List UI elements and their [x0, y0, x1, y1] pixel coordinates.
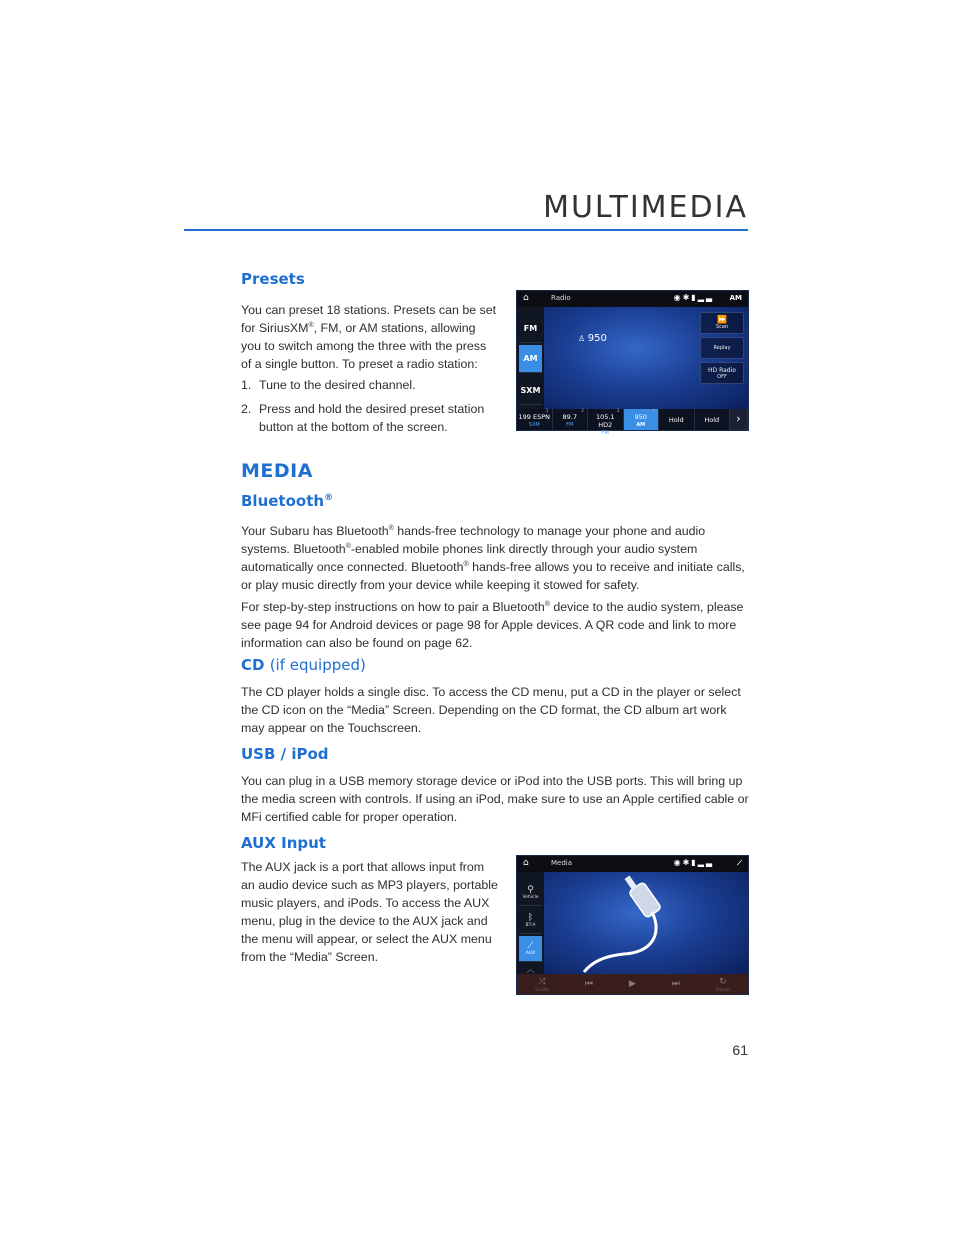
aux-plug-icon: ⟋	[737, 859, 742, 867]
preset-button[interactable]	[553, 409, 589, 430]
current-band: AM	[729, 294, 742, 302]
aux-plug-icon: ⟋	[527, 941, 534, 951]
bluetooth-heading-text: Bluetooth	[241, 492, 325, 510]
replay-label: Replay	[713, 345, 731, 351]
favorite-icon: ♙	[578, 334, 588, 343]
frequency-value: 950	[587, 333, 607, 344]
aux-line: an audio device such as MP3 players, portable	[241, 878, 498, 892]
registered-mark: ®	[308, 321, 314, 329]
text-run: device to the audio system, please see page 94 for Android devices or page 98 for Apple devices. A QR code and link to more information can also be found on page 62.	[241, 600, 744, 650]
play-icon: ▶	[628, 979, 636, 989]
band-selector	[517, 307, 544, 411]
preset-band: AM	[636, 422, 646, 428]
hd-radio-status: OFF	[717, 373, 727, 380]
text-run: -enabled mobile phones link directly through your audio system automatically once connected. Bluetooth	[241, 542, 698, 574]
bluetooth-paragraph-1	[241, 522, 749, 594]
source-label: BT-A	[525, 923, 536, 928]
presets-line-3: you to switch among the three with the press	[241, 339, 487, 353]
shuffle-button[interactable]	[535, 977, 549, 992]
home-icon: ⌂	[523, 858, 529, 868]
control-label: Shuffle	[534, 986, 549, 992]
preset-label: 950	[634, 413, 647, 421]
header-rule	[184, 229, 748, 231]
media-title: Media	[551, 859, 573, 867]
aux-line: music players, and iPods. To access the AUX	[241, 896, 490, 910]
preset-label: Hold	[704, 416, 720, 424]
registered-mark: ®	[324, 493, 334, 503]
playback-controls	[517, 974, 748, 994]
step-number: 2.	[241, 402, 252, 416]
preset-number: 1	[545, 409, 549, 414]
presets-steps	[241, 376, 501, 442]
cd-paragraph: The CD player holds a single disc. To access the CD menu, put a CD in the player or select the CD icon on the “Media” Screen. Depending on the CD format, the CD album art work may appear on the Touchscreen.	[241, 685, 741, 735]
presets-line-2a: for SiriusXM	[241, 321, 309, 335]
status-icons: ◉✱▮▂▃	[673, 293, 714, 302]
bluetooth-icon: ᛒ	[527, 913, 534, 923]
fast-forward-icon: ⏩	[717, 315, 727, 324]
preset-number: 3	[616, 409, 620, 414]
source-bt-button[interactable]	[519, 908, 542, 934]
page-number: 61	[732, 1042, 748, 1058]
scan-label: Scan	[715, 324, 729, 330]
preset-band: FM	[601, 430, 609, 436]
source-vehicle-button[interactable]	[519, 880, 542, 906]
presets-line-2b: , FM, or AM stations, allowing	[313, 321, 476, 335]
usb-heading: USB / iPod	[241, 745, 329, 763]
step-text: Press and hold the desired preset station button at the bottom of the screen.	[259, 402, 485, 434]
registered-mark: ®	[544, 600, 550, 608]
home-icon: ⌂	[523, 293, 529, 303]
registered-mark: ®	[388, 524, 394, 532]
skip-back-icon: ⏮	[584, 979, 593, 989]
preset-number: 4	[652, 409, 655, 414]
band-sxm-button[interactable]: SXM	[519, 377, 542, 405]
source-aux-button[interactable]	[519, 936, 542, 962]
media-main-area	[544, 872, 748, 976]
replay-button[interactable]	[700, 337, 744, 359]
cd-heading-suffix: (if equipped)	[269, 656, 366, 674]
aux-paragraph	[241, 858, 511, 966]
presets-line-4: of a single button. To preset a radio station:	[241, 357, 478, 371]
hd-radio-label: HD Radio	[708, 366, 736, 374]
registered-mark: ®	[463, 560, 469, 568]
preset-button[interactable]	[659, 409, 695, 430]
step-item	[241, 376, 501, 394]
presets-line-1: You can preset 18 stations. Presets can be set	[241, 303, 497, 317]
shuffle-icon: ⤨	[538, 976, 546, 987]
radio-main-area	[544, 307, 748, 411]
preset-button[interactable]	[588, 409, 624, 436]
cd-heading	[241, 656, 366, 674]
chevron-up-icon[interactable]: ︿	[526, 965, 535, 974]
media-topbar	[517, 856, 748, 872]
preset-label: 89.7	[562, 413, 577, 421]
play-button[interactable]	[629, 979, 636, 989]
usb-paragraph: You can plug in a USB memory storage device or iPod into the USB ports. This will bring up the media screen with controls. If using an iPod, make sure to use an Apple certified cable or MFi certified cable for proper operation.	[241, 774, 749, 824]
frequency-display	[578, 333, 607, 344]
bluetooth-heading	[241, 492, 333, 510]
aux-line: from the “Media” Screen.	[241, 950, 379, 964]
aux-line: menu, plug in the device to the AUX jack and	[241, 914, 488, 928]
header-title: MULTIMEDIA	[543, 190, 748, 225]
source-label: Vehicle	[522, 895, 539, 900]
aux-heading: AUX Input	[241, 834, 326, 852]
chevron-right-icon[interactable]: ›	[730, 409, 748, 430]
text-run: hands-free technology to manage your phone and audio systems. Bluetooth	[241, 524, 706, 556]
scan-button[interactable]	[700, 312, 744, 334]
preset-button[interactable]	[517, 409, 553, 430]
text-run: hands-free allows you to receive and initiate calls, or play music directly from your device while keeping it stowed for safety.	[241, 560, 745, 592]
presets-heading: Presets	[241, 270, 305, 288]
previous-button[interactable]	[585, 979, 593, 989]
preset-label: 105.1 HD2	[595, 413, 615, 429]
hd-radio-button[interactable]	[700, 362, 744, 384]
registered-mark: ®	[345, 542, 351, 550]
media-heading: MEDIA	[241, 460, 313, 482]
step-item	[241, 400, 501, 436]
source-selector	[517, 872, 544, 976]
text-run: Your Subaru has Bluetooth	[241, 524, 389, 538]
control-label: Repeat	[715, 986, 730, 992]
preset-band: FM	[566, 422, 574, 428]
next-button[interactable]	[672, 979, 680, 989]
preset-label: Hold	[668, 416, 684, 424]
preset-label: 199 ESPN	[518, 413, 550, 421]
source-label: AUX	[525, 951, 536, 956]
aux-line: The AUX jack is a port that allows input from	[241, 860, 485, 874]
skip-forward-icon: ⏭	[671, 979, 680, 989]
preset-button-active[interactable]	[624, 409, 660, 430]
radio-topbar	[517, 291, 748, 307]
presets-paragraph	[241, 301, 506, 373]
repeat-icon: ↻	[719, 976, 727, 987]
usb-icon: ⚲	[527, 885, 534, 895]
cd-heading-text: CD	[241, 656, 265, 674]
step-number: 1.	[241, 378, 252, 392]
step-text: Tune to the desired channel.	[259, 378, 416, 392]
band-fm-button[interactable]: FM	[519, 315, 542, 343]
preset-band: SXM	[528, 422, 540, 428]
text-run: For step-by-step instructions on how to pair a Bluetooth	[241, 600, 545, 614]
radio-title: Radio	[551, 294, 571, 302]
aux-line: the menu will appear, or select the AUX menu	[241, 932, 492, 946]
media-screen	[516, 855, 749, 995]
aux-cable-illustration	[544, 872, 750, 976]
preset-number: 2	[581, 409, 584, 414]
radio-screen	[516, 290, 749, 436]
bluetooth-paragraph-2	[241, 598, 749, 652]
preset-button[interactable]	[695, 409, 731, 430]
band-am-button[interactable]: AM	[519, 345, 542, 373]
repeat-button[interactable]	[716, 977, 730, 992]
status-icons: ◉✱▮▂▃	[673, 858, 714, 867]
preset-bar	[517, 409, 748, 436]
